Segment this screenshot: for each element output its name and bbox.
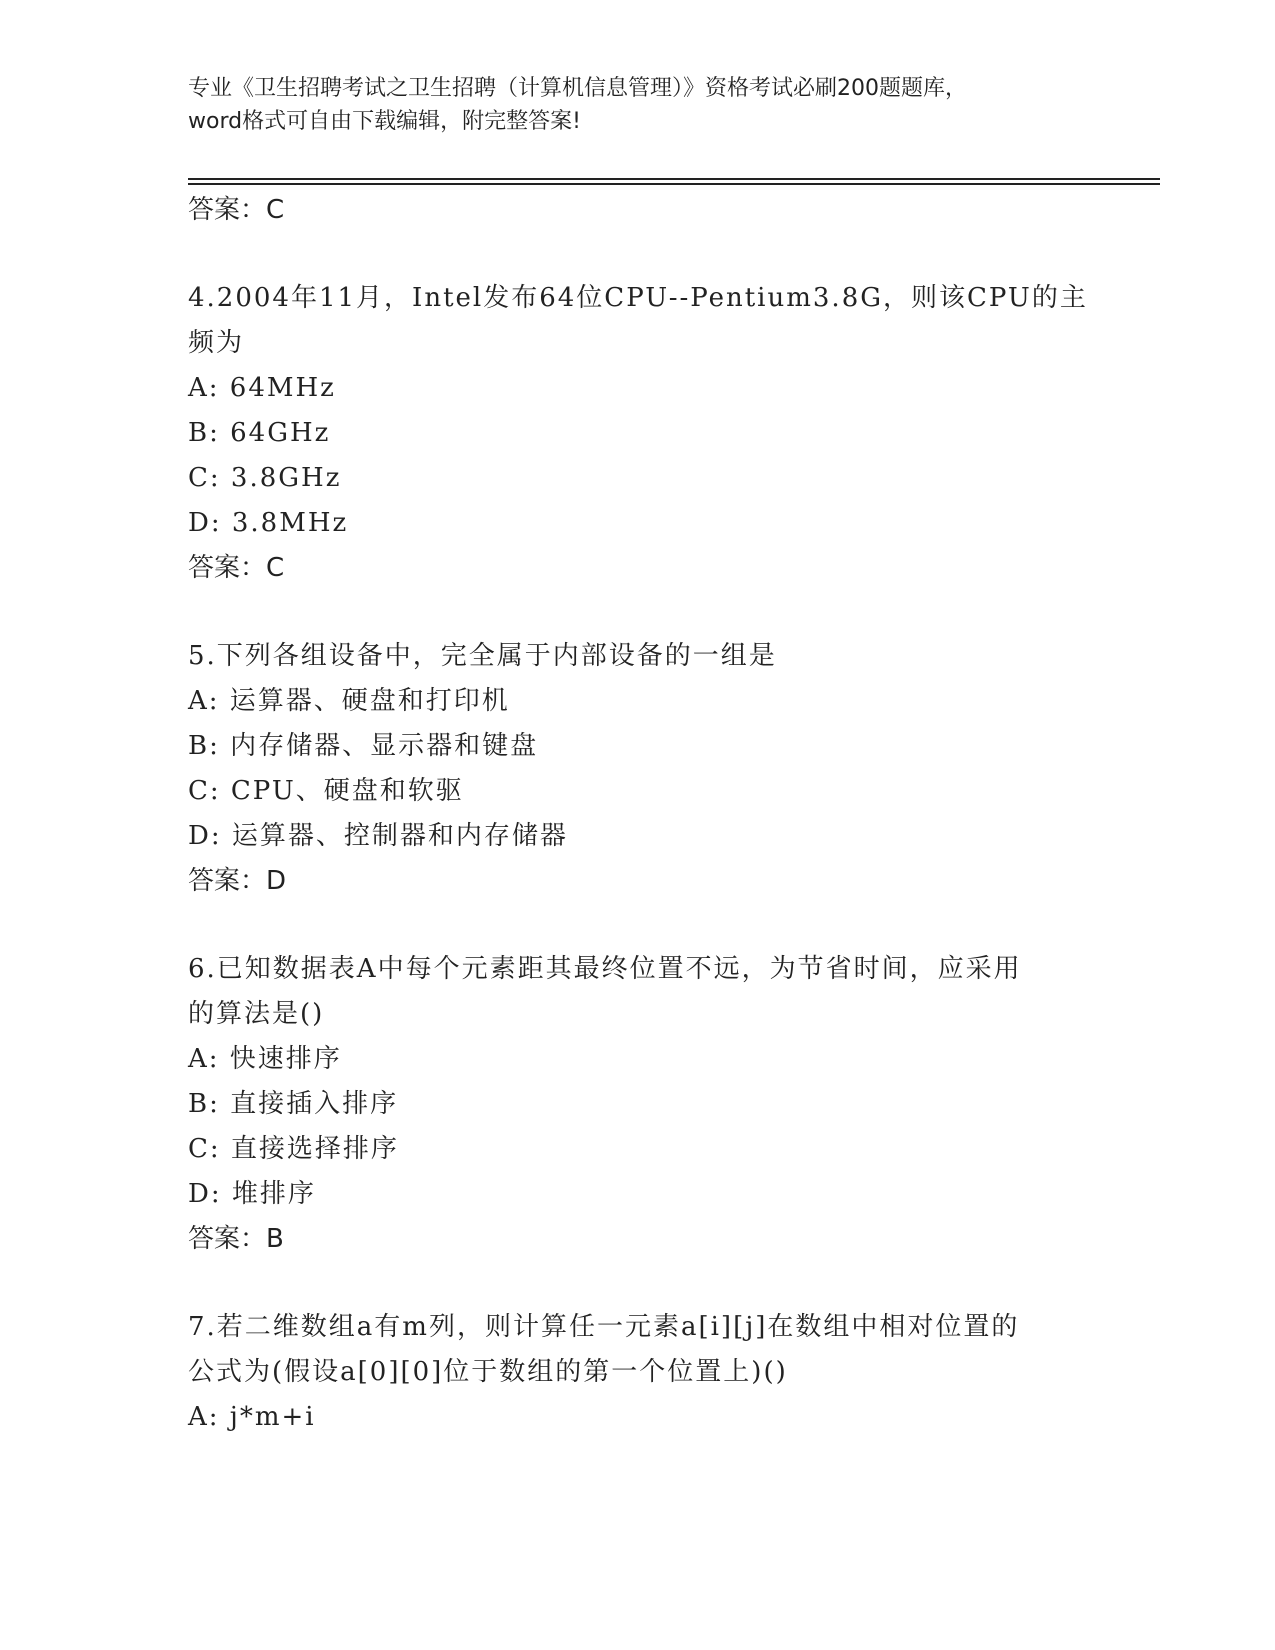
question-text-line: 6.已知数据表A中每个元素距其最终位置不远，为节省时间，应采用 xyxy=(188,954,1022,984)
option-c: C: 3.8GHz xyxy=(188,463,342,493)
option-b: B: 64GHz xyxy=(188,418,331,448)
question-item xyxy=(188,634,1108,904)
option-c: C: 直接选择排序 xyxy=(188,1134,399,1164)
question-text xyxy=(188,947,1108,1037)
option-b: B: 直接插入排序 xyxy=(188,1089,399,1119)
option-d: D: 3.8MHz xyxy=(188,508,349,538)
question-text xyxy=(188,1305,1108,1395)
option-a: A: j*m+i xyxy=(188,1402,316,1432)
page-header xyxy=(188,72,1088,138)
answer-line: 答案：D xyxy=(188,866,287,896)
answer-line: 答案：C xyxy=(188,195,285,225)
question-text xyxy=(188,634,1108,679)
question-item xyxy=(188,1305,1108,1440)
question-text-line: 7.若二维数组a有m列，则计算任一元素a[i][j]在数组中相对位置的 xyxy=(188,1312,1020,1342)
header-title-line-1: 专业《卫生招聘考试之卫生招聘（计算机信息管理）》资格考试必刷200题题库， xyxy=(188,76,967,101)
option-d: D: 运算器、控制器和内存储器 xyxy=(188,821,568,851)
option-a: A: 运算器、硬盘和打印机 xyxy=(188,686,510,716)
answer-line: 答案：C xyxy=(188,553,285,583)
question-text-line: 公式为(假设a[0][0]位于数组的第一个位置上)() xyxy=(188,1357,788,1387)
header-divider-bottom xyxy=(188,183,1160,185)
header-divider-top xyxy=(188,178,1160,180)
option-a: A: 快速排序 xyxy=(188,1044,342,1074)
header-title-line-2: word格式可自由下载编辑，附完整答案! xyxy=(188,109,581,134)
option-c: C: CPU、硬盘和软驱 xyxy=(188,776,464,806)
option-d: D: 堆排序 xyxy=(188,1179,316,1209)
question-text-line: 5.下列各组设备中，完全属于内部设备的一组是 xyxy=(188,641,777,671)
question-item xyxy=(188,947,1108,1262)
question-text-line: 的算法是() xyxy=(188,999,325,1029)
answer-line: 答案：B xyxy=(188,1224,284,1254)
question-list xyxy=(188,188,1108,1440)
question-text xyxy=(188,276,1108,366)
option-b: B: 内存储器、显示器和键盘 xyxy=(188,731,539,761)
question-item xyxy=(188,276,1108,591)
question-text-line: 频为 xyxy=(188,328,245,358)
question-text-line: 4.2004年11月，Intel发布64位CPU--Pentium3.8G，则该CPU的主 xyxy=(188,283,1088,313)
option-a: A: 64MHz xyxy=(188,373,336,403)
